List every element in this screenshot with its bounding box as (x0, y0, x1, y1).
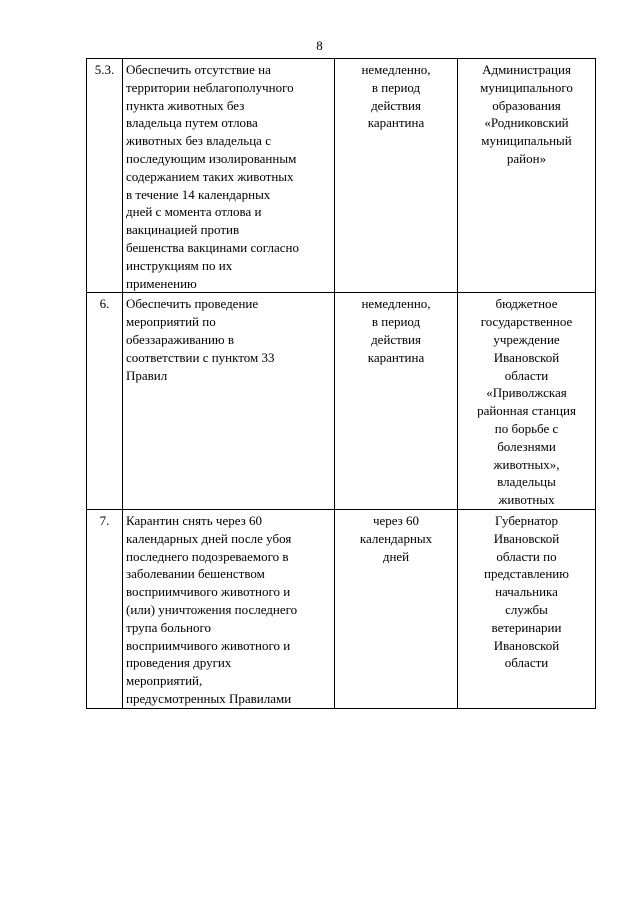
text-line: «Приволжская (486, 385, 567, 401)
text-line: заболевании бешенством (126, 566, 265, 582)
text-line: бешенства вакцинами согласно (126, 239, 299, 255)
text-line: через 60 (372, 512, 420, 528)
text-line: области по (496, 548, 557, 564)
text-line: Администрация (482, 62, 571, 77)
measures-table (86, 58, 596, 709)
text-line: животных (498, 492, 555, 508)
text-line: последнего подозреваемого в (126, 548, 289, 564)
text-line: Ивановской (493, 530, 560, 546)
text-line: Ивановской (493, 349, 560, 365)
text-line: календарных дней после убоя (126, 530, 292, 546)
text-line: владельцы (497, 474, 556, 490)
text-line: начальника (495, 584, 558, 600)
text-line: карантина (367, 349, 425, 365)
text-line: в период (371, 314, 421, 330)
text-line: владельца путем отлова (126, 115, 258, 131)
text-line: применению (126, 275, 197, 291)
text-line: в течение 14 календарных (126, 186, 271, 202)
text-line: дней с момента отлова и (126, 204, 262, 220)
execution-term (335, 59, 458, 293)
execution-term (335, 293, 458, 510)
text-line: действия (371, 331, 421, 347)
measure-description (123, 509, 335, 708)
text-line: инструкциям по их (126, 257, 233, 273)
text-line: по борьбе с (494, 420, 559, 436)
text-line: трупа больного (126, 619, 211, 635)
text-line: районная станция (477, 403, 576, 419)
text-line: мероприятий, (126, 673, 203, 689)
table-row (87, 293, 596, 510)
text-line: представлению (484, 566, 569, 582)
text-line: восприимчивого животного и (126, 584, 291, 600)
text-line: восприимчивого животного и (126, 637, 291, 653)
text-line: Карантин снять через 60 (126, 512, 263, 528)
text-line: немедленно, (361, 296, 431, 312)
table-row (87, 59, 596, 293)
text-line: (или) уничтожения последнего (126, 601, 298, 617)
text-line: дней (382, 548, 410, 564)
text-line: карантина (367, 115, 425, 131)
text-line: учреждение (493, 331, 560, 347)
text-line: проведения других (126, 655, 232, 671)
text-line: бюджетное (495, 296, 558, 312)
execution-term (335, 509, 458, 708)
item-number: 6. (87, 293, 123, 510)
text-line: государственное (480, 314, 573, 330)
text-line: «Родниковский (484, 115, 569, 131)
text-line: Обеспечить отсутствие на (126, 62, 271, 77)
text-line: пункта животных без (126, 97, 245, 113)
text-line: ветеринарии (491, 619, 562, 635)
text-line: животных без владельца с (126, 133, 271, 149)
text-line: в период (371, 79, 421, 95)
text-line: муниципального (480, 79, 573, 95)
text-line: муниципальный (481, 133, 572, 149)
text-line: вакцинацией против (126, 222, 240, 238)
text-line: немедленно, (361, 62, 431, 77)
measure-description (123, 59, 335, 293)
text-line: территории неблагополучного (126, 79, 294, 95)
text-line: Губернатор (495, 512, 558, 528)
text-line: болезнями (497, 438, 556, 454)
page-number: 8 (316, 38, 323, 53)
item-number: 5.3. (87, 59, 123, 293)
text-line: области (504, 367, 549, 383)
responsible-party (458, 293, 596, 510)
text-line: район» (506, 150, 547, 166)
responsible-party (458, 509, 596, 708)
item-number: 7. (87, 509, 123, 708)
text-line: Ивановской (493, 637, 560, 653)
text-line: образования (492, 97, 561, 113)
text-line: обеззараживанию в (126, 331, 235, 347)
text-line: календарных (359, 530, 433, 546)
text-line: мероприятий по (126, 314, 216, 330)
text-line: области (504, 655, 549, 671)
responsible-party (458, 59, 596, 293)
text-line: последующим изолированным (126, 150, 297, 166)
text-line: Правил (126, 367, 168, 383)
measure-description (123, 293, 335, 510)
text-line: животных», (493, 456, 560, 472)
text-line: содержанием таких животных (126, 168, 294, 184)
text-line: службы (505, 601, 548, 617)
text-line: действия (371, 97, 421, 113)
text-line: Обеспечить проведение (126, 296, 259, 312)
table-row (87, 509, 596, 708)
text-line: соответствии с пунктом 33 (126, 349, 275, 365)
text-line: предусмотренных Правилами (126, 690, 292, 706)
